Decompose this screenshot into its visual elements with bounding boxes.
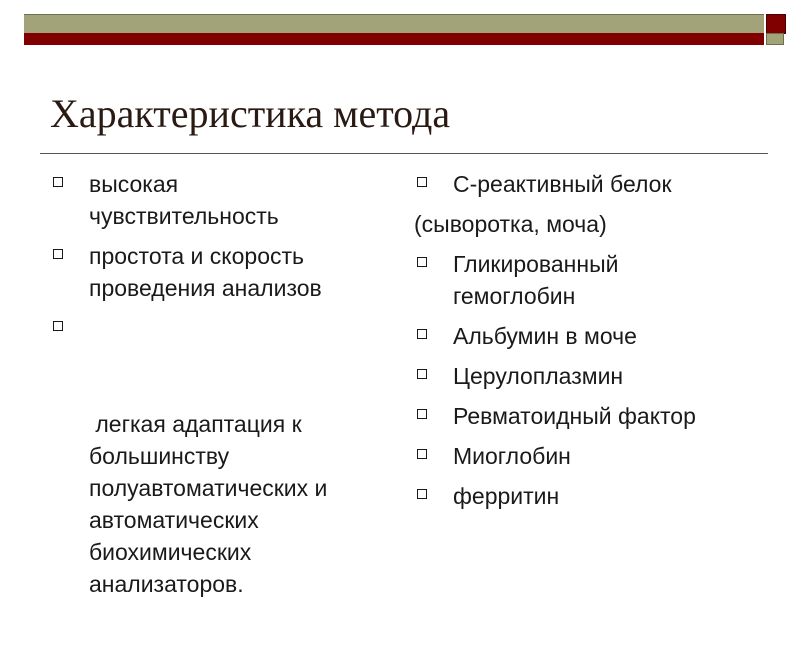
right-column — [414, 168, 784, 520]
title-divider — [40, 153, 768, 154]
header-olive-square — [766, 33, 784, 45]
list-item-text: ферритин — [453, 483, 560, 509]
list-item-text: Альбумин в моче — [453, 323, 637, 349]
hollow-square-bullet-icon — [417, 449, 427, 459]
list-item-text: (сыворотка, моча) — [414, 211, 607, 237]
hollow-square-bullet-icon — [417, 489, 427, 499]
left-column — [50, 168, 370, 672]
hollow-square-bullet-icon — [417, 177, 427, 187]
hollow-square-bullet-icon — [53, 249, 63, 259]
header-olive-bar — [24, 14, 764, 34]
header-maroon-bar — [24, 33, 764, 45]
header-maroon-square — [766, 14, 786, 34]
list-item — [414, 440, 784, 472]
list-item — [414, 480, 784, 512]
list-item-text: С-реактивный белок — [453, 171, 672, 197]
list-item — [414, 400, 784, 432]
list-item-text: простота и скорость проведения анализов — [89, 243, 322, 301]
list-item-continuation — [414, 208, 784, 240]
list-item — [414, 320, 784, 352]
hollow-square-bullet-icon — [53, 177, 63, 187]
hollow-square-bullet-icon — [417, 257, 427, 267]
list-item-text: Церулоплазмин — [453, 363, 624, 389]
hollow-square-bullet-icon — [417, 409, 427, 419]
hollow-square-bullet-icon — [53, 321, 63, 331]
list-item — [414, 168, 784, 200]
list-item — [50, 240, 370, 304]
list-item — [50, 168, 370, 232]
hollow-square-bullet-icon — [417, 329, 427, 339]
list-item-text: легкая адаптация к большинству полуавтоматических и автоматических биохимических анализаторов. — [89, 411, 334, 597]
list-item — [414, 248, 784, 312]
list-item — [50, 312, 370, 664]
list-item — [414, 360, 784, 392]
hollow-square-bullet-icon — [417, 369, 427, 379]
list-item-text: Ревматоидный фактор — [453, 403, 696, 429]
list-item-text: высокая чувствительность — [89, 171, 279, 229]
list-item-text: Миоглобин — [453, 443, 571, 469]
list-item-text: Гликированный гемоглобин — [453, 251, 619, 309]
slide-title: Характеристика метода — [50, 91, 451, 136]
